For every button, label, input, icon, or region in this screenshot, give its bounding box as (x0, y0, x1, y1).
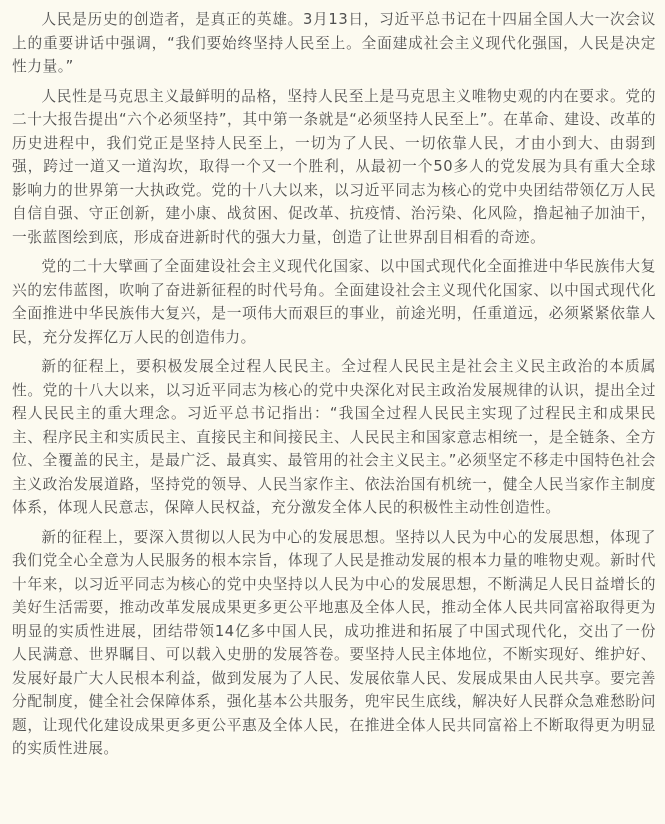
paragraph-2: 人民性是马克思主义最鲜明的品格，坚持人民至上是马克思主义唯物史观的内在要求。党的二十大报告提出“六个必须坚持”，其中第一条就是“必须坚持人民至上”。在革命、建设、改革的历史进程中，我们党正是坚持人民至上，一切为了人民、一切依靠人民，才由小到大、由弱到强，跨过一道又一道沟坎，取得一个又一个胜利，从最初一个50多人的党发展为具有重大全球影响力的世界第一大执政党。党的十八大以来，以习近平同志为核心的党中央团结带领亿万人民自信自强、守正创新，建小康、战贫困、促改革、抗疫情、治污染、化风险，撸起袖子加油干，一张蓝图绘到底，形成奋进新时代的强大力量，创造了让世界刮目相看的奇迹。 (12, 87, 656, 246)
paragraph-1: 人民是历史的创造者，是真正的英雄。3月13日，习近平总书记在十四届全国人大一次会议上的重要讲话中强调，“我们要始终坚持人民至上。全面建成社会主义现代化强国，人民是决定性力量。” (12, 11, 656, 75)
paragraph-3: 党的二十大擘画了全面建设社会主义现代化国家、以中国式现代化全面推进中华民族伟大复兴的宏伟蓝图，吹响了奋进新征程的时代号角。全面建设社会主义现代化国家、以中国式现代化全面推进中华民族伟大复兴，是一项伟大而艰巨的事业，前途光明，任重道远，必须紧紧依靠人民，充分发挥亿万人民的创造伟力。 (12, 258, 656, 346)
paragraph-5: 新的征程上，要深入贯彻以人民为中心的发展思想。坚持以人民为中心的发展思想，体现了我们党全心全意为人民服务的根本宗旨，体现了人民是推动发展的根本力量的唯物史观。新时代十年来，以习近平同志为核心的党中央坚持以人民为中心的发展思想，不断满足人民日益增长的美好生活需要，推动改革发展成果更多更公平地惠及全体人民，推动全体人民共同富裕取得更为明显的实质性进展，团结带领14亿多中国人民，成功推进和拓展了中国式现代化，交出了一份人民满意、世界瞩目、可以载入史册的发展答卷。要坚持人民主体地位，不断实现好、维护好、发展好最广大人民根本利益，做到发展为了人民、发展依靠人民、发展成果由人民共享。要完善分配制度，健全社会保障体系，强化基本公共服务，兜牢民生底线，解决好人民群众急难愁盼问题，让现代化建设成果更多更公平惠及全体人民，在推进全体人民共同富裕上不断取得更为明显的实质性进展。 (12, 528, 656, 757)
paragraph-4: 新的征程上，要积极发展全过程人民民主。全过程人民民主是社会主义民主政治的本质属性。党的十八大以来，以习近平同志为核心的党中央深化对民主政治发展规律的认识，提出全过程人民民主的重大理念。习近平总书记指出：“我国全过程人民民主实现了过程民主和成果民主、程序民主和实质民主、直接民主和间接民主、人民民主和国家意志相统一，是全链条、全方位、全覆盖的民主，是最广泛、最真实、最管用的社会主义民主。”必须坚定不移走中国特色社会主义政治发展道路，坚持党的领导、人民当家作主、依法治国有机统一，健全人民当家作主制度体系，体现人民意志，保障人民权益，充分激发全体人民的积极性主动性创造性。 (12, 358, 656, 516)
